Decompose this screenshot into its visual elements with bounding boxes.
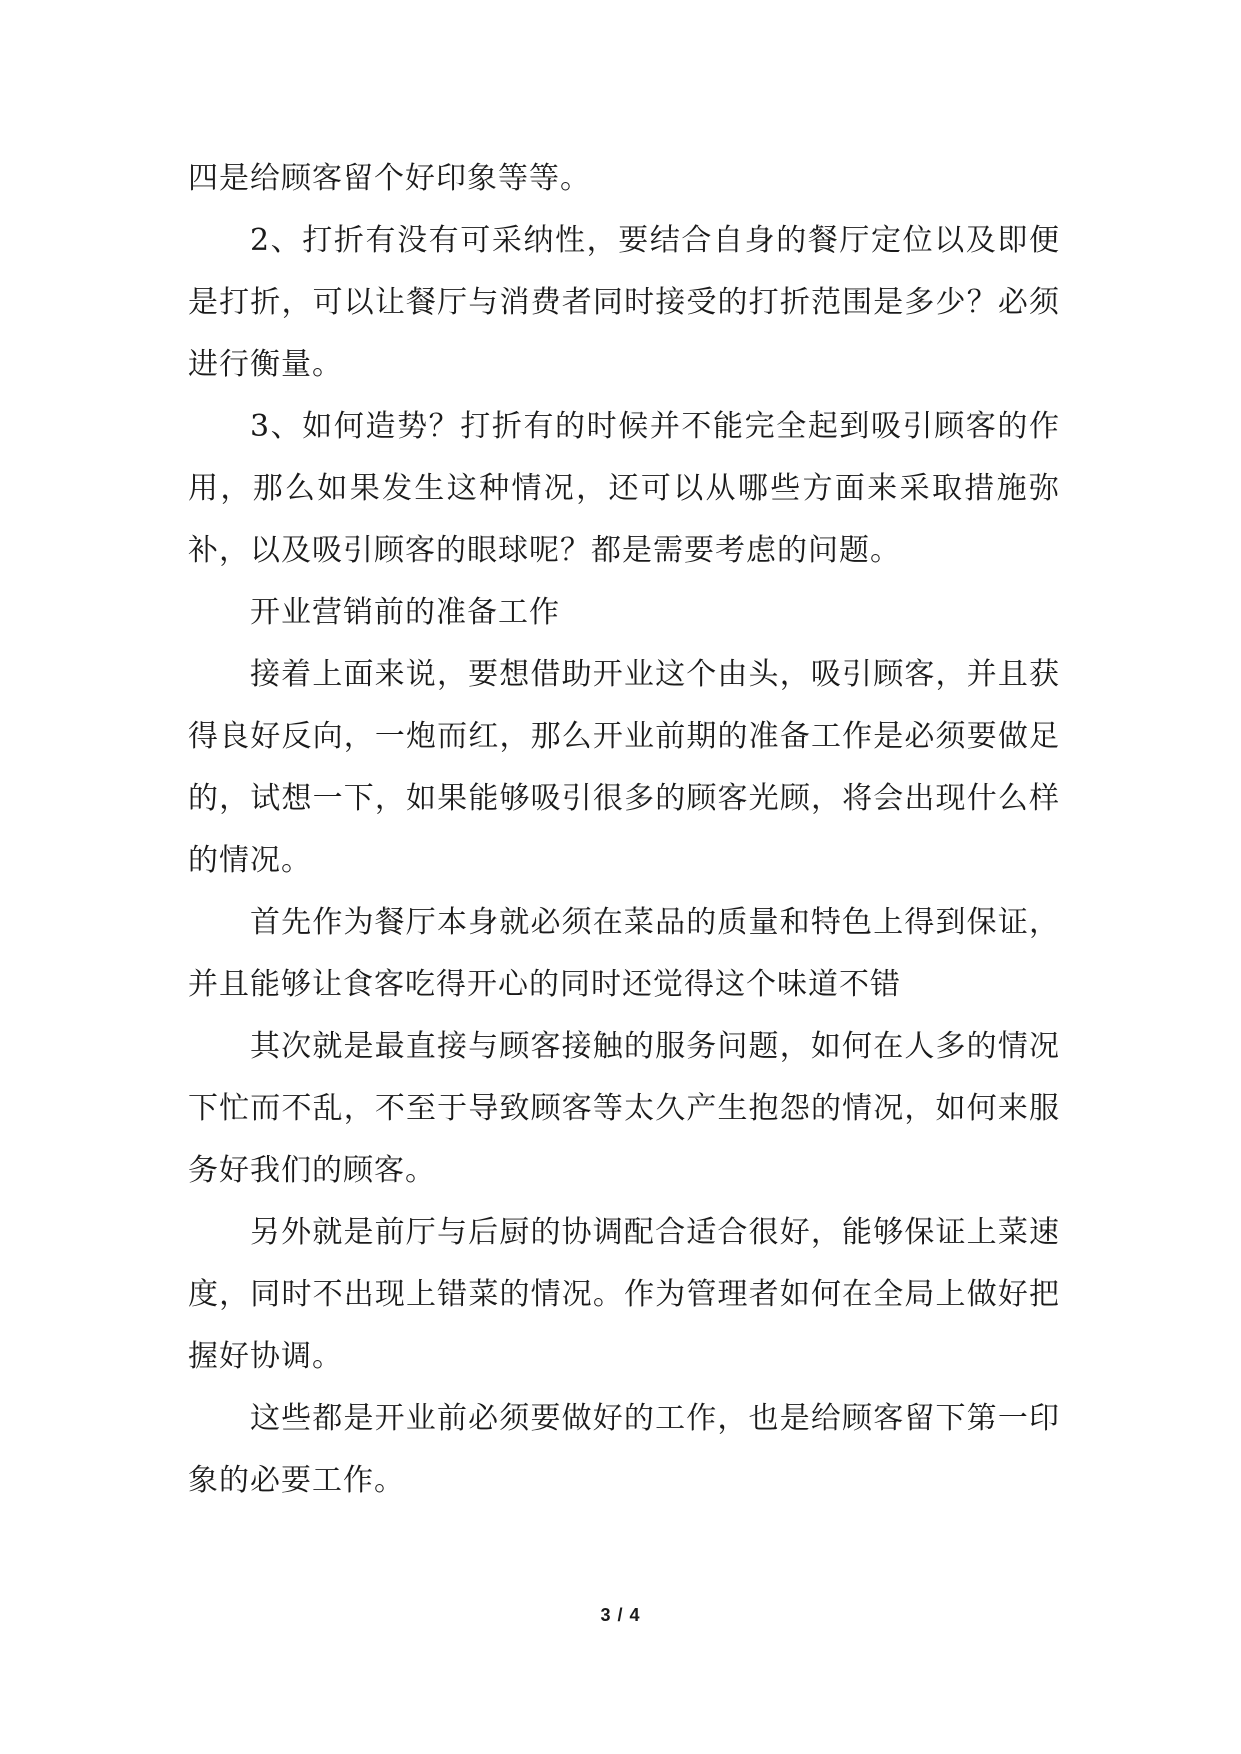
paragraph-dish-quality: 首先作为餐厅本身就必须在菜品的质量和特色上得到保证，并且能够让食客吃得开心的同时还觉得这个味道不错	[188, 905, 1060, 1002]
page-number: 3 / 4	[600, 1605, 641, 1625]
paragraph-point-3: 3、如何造势？打折有的时候并不能完全起到吸引顾客的作用，那么如果发生这种情况，还可以从哪些方面来采取措施弥补，以及吸引顾客的眼球呢？都是需要考虑的问题。	[188, 409, 1060, 568]
section-heading: 开业营销前的准备工作	[250, 595, 560, 630]
paragraph-service: 其次就是最直接与顾客接触的服务问题，如何在人多的情况下忙而不乱，不至于导致顾客等太久产生抱怨的情况，如何来服务好我们的顾客。	[188, 1029, 1060, 1188]
body-text	[188, 148, 1060, 1512]
paragraph-coordination: 另外就是前厅与后厨的协调配合适合很好，能够保证上菜速度，同时不出现上错菜的情况。作为管理者如何在全局上做好把握好协调。	[188, 1215, 1060, 1374]
paragraph-conclusion: 这些都是开业前必须要做好的工作，也是给顾客留下第一印象的必要工作。	[188, 1401, 1060, 1498]
paragraph-point-2: 2、打折有没有可采纳性，要结合自身的餐厅定位以及即便是打折，可以让餐厅与消费者同时接受的打折范围是多少？必须进行衡量。	[188, 223, 1060, 382]
paragraph-continuation: 四是给顾客留个好印象等等。	[188, 161, 591, 196]
paragraph-preparation: 接着上面来说，要想借助开业这个由头，吸引顾客，并且获得良好反向，一炮而红，那么开业前期的准备工作是必须要做足的，试想一下，如果能够吸引很多的顾客光顾，将会出现什么样的情况。	[188, 657, 1060, 878]
